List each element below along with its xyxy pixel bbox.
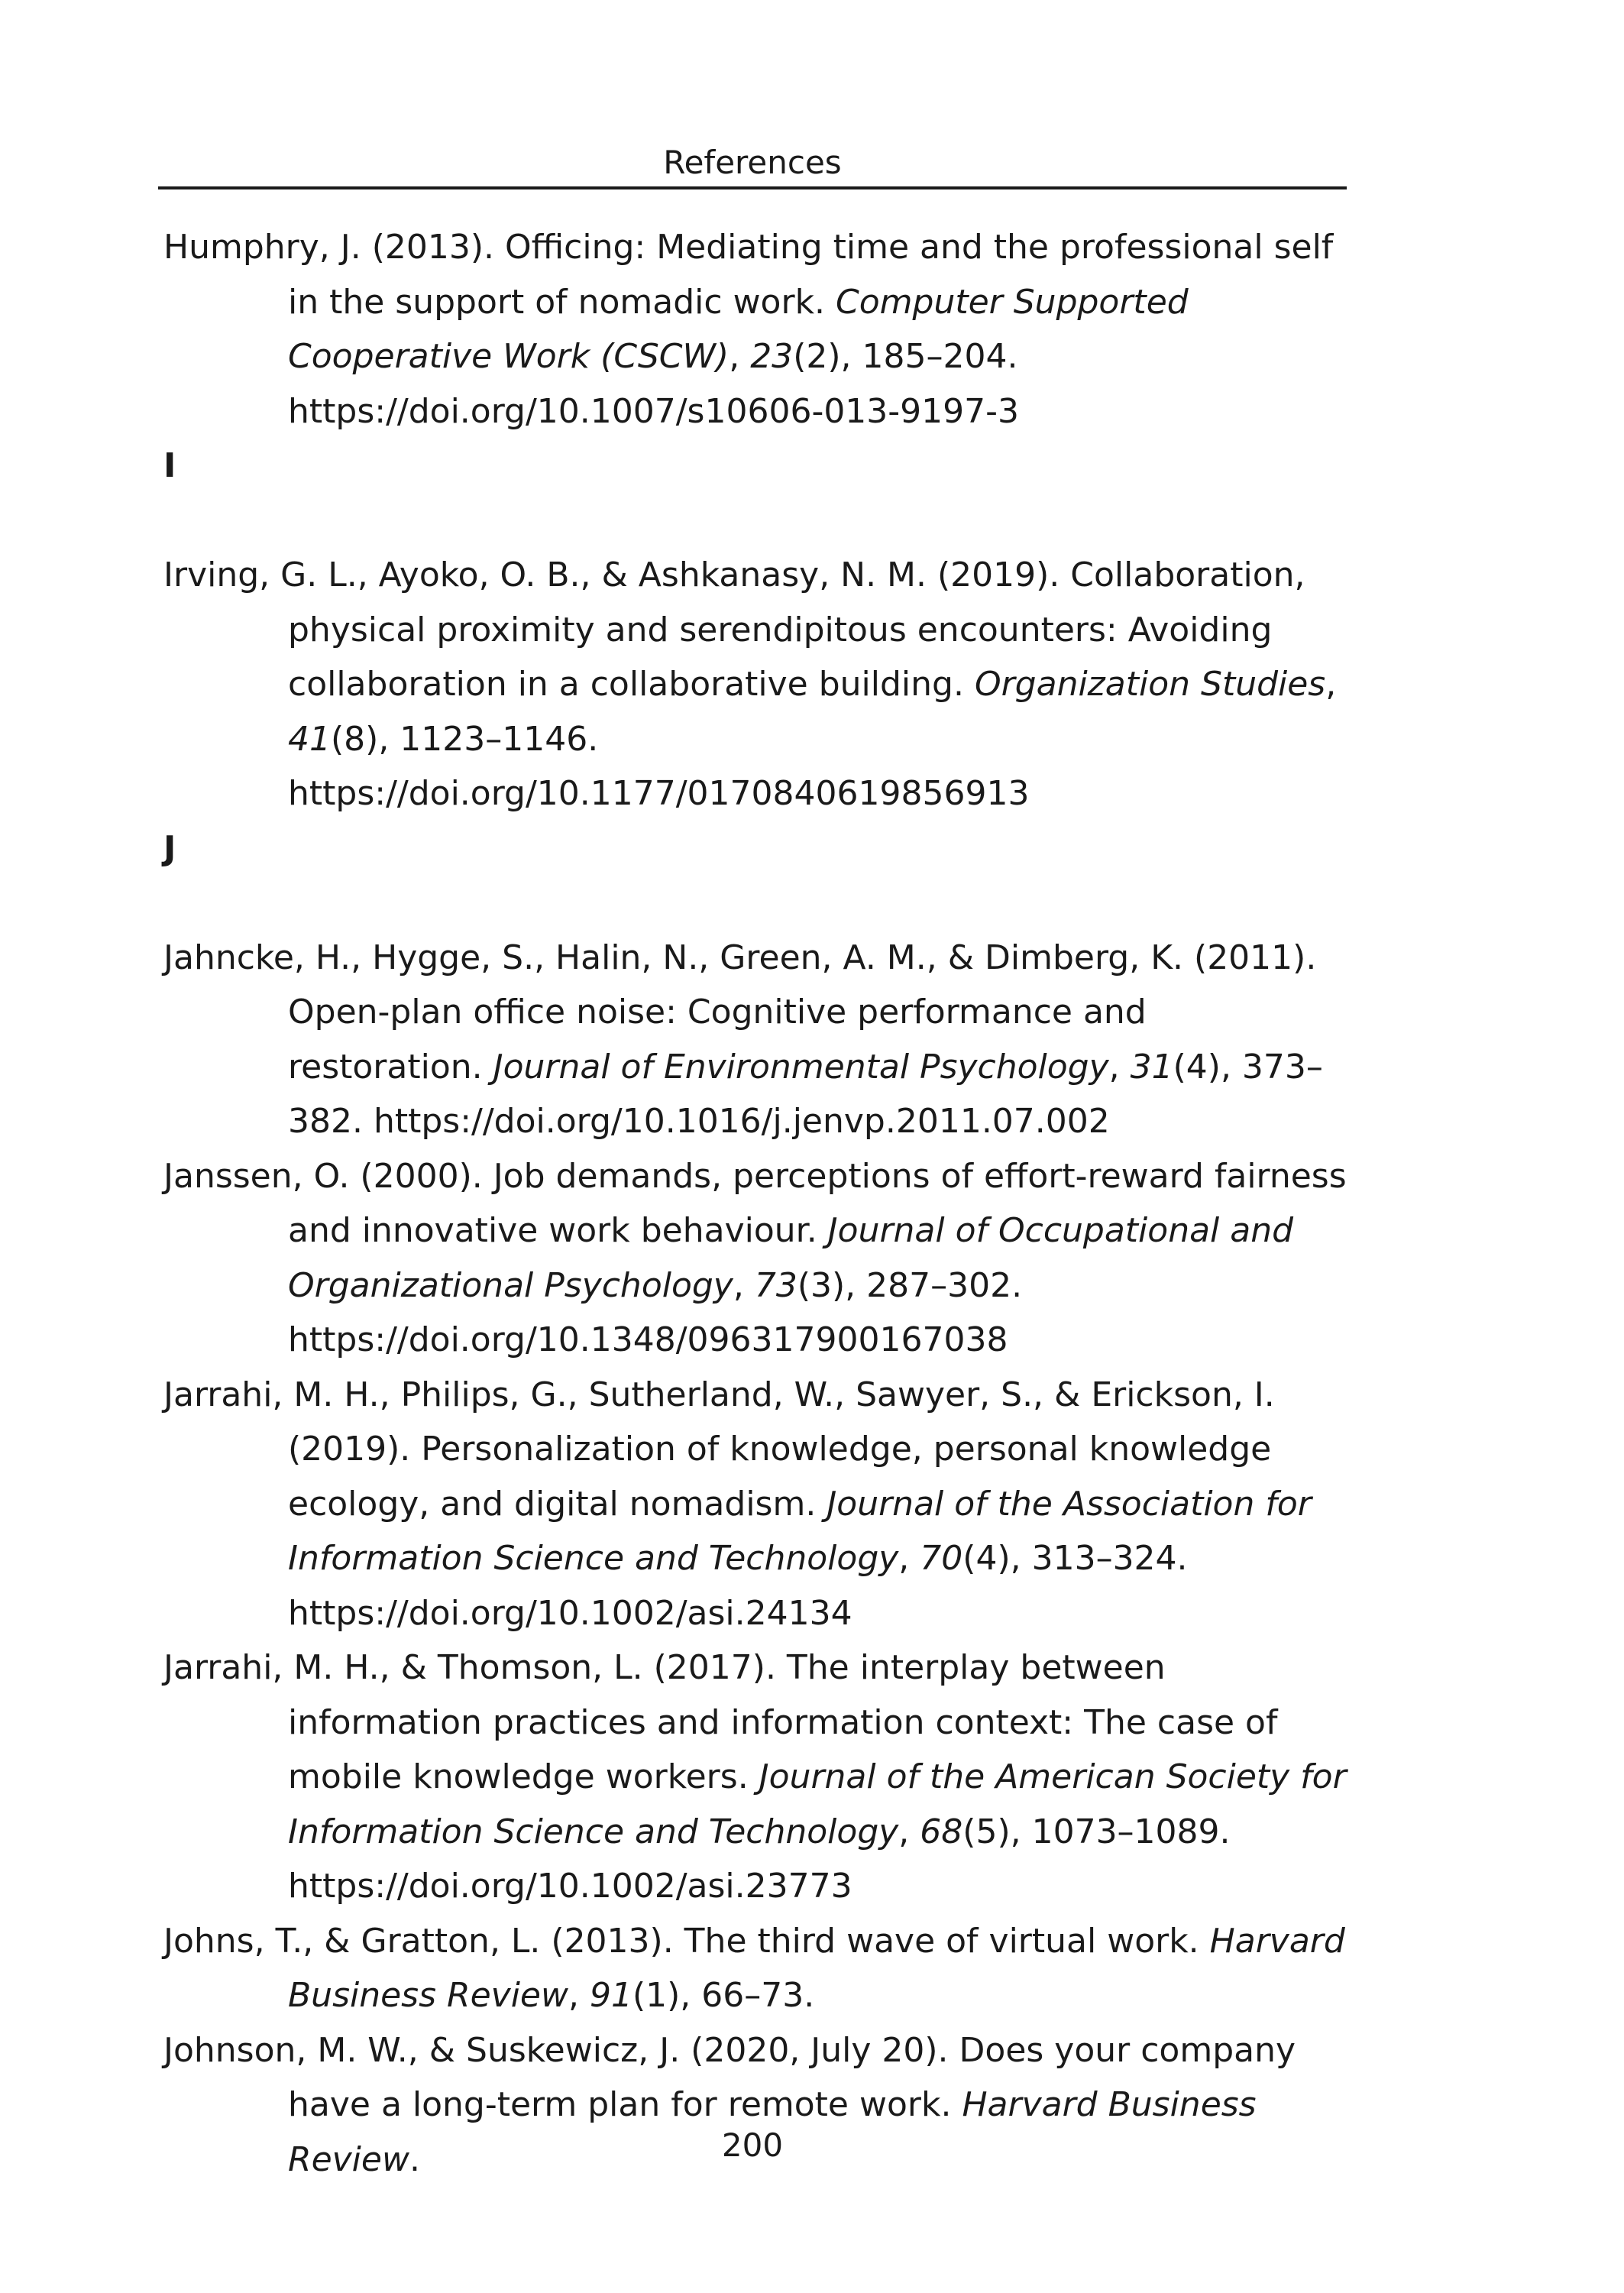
reference-journal: Journal of Occupational and Organizational Psychology (288, 1211, 1294, 1305)
reference-journal: Journal of Environmental Psychology (493, 1047, 1109, 1087)
reference-volume: 41 (288, 719, 331, 759)
reference-volume: 70 (920, 1539, 963, 1578)
reference-details: (5), 1073–1089. https://doi.org/10.1002/asi.23773 (288, 1812, 1231, 1906)
running-header: References (663, 144, 842, 181)
reference-details: (1), 66–73. (632, 1976, 815, 2015)
reference-journal: Journal of the American Society for Information Science and Technology (288, 1757, 1347, 1851)
reference-volume: 91 (589, 1976, 632, 2015)
reference-authors-title: Johns, T., & Gratton, L. (2013). The third wave of virtual work. (163, 1921, 1210, 1961)
reference-authors-title: Jarrahi, M. H., Philips, G., Sutherland, W., Sawyer, S., & Erickson, I. (2019). Personalization of knowledge, personal knowledge ecology, and digital nomadism. (163, 1375, 1275, 1524)
reference-volume: 73 (754, 1265, 797, 1305)
reference-authors-title: Janssen, O. (2000). Job demands, perceptions of effort-reward fairness and innovative work behaviour. (163, 1156, 1347, 1250)
page-number: 200 (721, 2126, 784, 2164)
reference-entry: Jarrahi, M. H., Philips, G., Sutherland, W., Sawyer, S., & Erickson, I. (2019). Personalization of knowledge, personal knowledge ecology, and digital nomadism. Journal of the Association for Information Science and Technology, 70(4), 313–324. https://doi.org/10.1002/asi.24134 (163, 1375, 1312, 1633)
reference-list (163, 220, 1347, 2187)
reference-journal: Harvard Business Review (288, 1921, 1345, 2015)
reference-details: (4), 313–324. https://doi.org/10.1002/asi.24134 (288, 1539, 1188, 1633)
section-letter-j: J (163, 828, 176, 868)
reference-journal: Organization Studies (974, 665, 1326, 704)
reference-details: (4), 373–382. https://doi.org/10.1016/j.jenvp.2011.07.002 (288, 1047, 1323, 1141)
reference-volume: 68 (920, 1812, 963, 1851)
reference-volume: 31 (1130, 1047, 1173, 1087)
reference-journal: Computer Supported Cooperative Work (CSCW) (288, 282, 1189, 376)
reference-details: (8), 1123–1146. https://doi.org/10.1177/0170840619856913 (288, 719, 1030, 813)
reference-authors-title: Jahncke, H., Hygge, S., Halin, N., Green, A. M., & Dimberg, K. (2011). Open-plan office noise: Cognitive performance and restoration. (163, 938, 1317, 1087)
reference-entry: Janssen, O. (2000). Job demands, perceptions of effort-reward fairness and innovative work behaviour. Journal of Occupational and Organizational Psychology, 73(3), 287–302. https://doi.org/10.1348/096317900167038 (163, 1156, 1347, 1359)
reference-entry: Jarrahi, M. H., & Thomson, L. (2017). The interplay between information practices and information context: The case of mobile knowledge workers. Journal of the American Society for Information Science and Technology, 68(5), 1073–1089. https://doi.org/10.1002/asi.23773 (163, 1648, 1347, 1906)
reference-entry: Humphry, J. (2013). Officing: Mediating time and the professional self in the support of nomadic work. Computer Supported Cooperative Work (CSCW), 23(2), 185–204. https://doi.org/10.1007/s10606-013-9197-3 (163, 228, 1334, 431)
reference-volume: 23 (750, 337, 794, 376)
reference-details: . (409, 2139, 420, 2179)
reference-authors-title: Humphry, J. (2013). Officing: Mediating time and the professional self in the support of nomadic work. (163, 228, 1334, 322)
reference-authors-title: Jarrahi, M. H., & Thomson, L. (2017). The interplay between information practices and information context: The case of mobile knowledge workers. (163, 1648, 1278, 1796)
reference-journal: Harvard Business Review (288, 2085, 1257, 2179)
reference-authors-title: Irving, G. L., Ayoko, O. B., & Ashkanasy, N. M. (2019). Collaboration, physical proximity and serendipitous encounters: Avoiding collaboration in a collaborative building. (163, 555, 1305, 704)
section-letter-i: I (163, 446, 176, 485)
reference-journal: Journal of the Association for Information Science and Technology (288, 1484, 1312, 1578)
reference-authors-title: Johnson, M. W., & Suskewicz, J. (2020, July 20). Does your company have a long-term plan for remote work. (163, 2030, 1296, 2124)
header-rule (158, 186, 1347, 189)
reference-details: (2), 185–204. https://doi.org/10.1007/s10606-013-9197-3 (288, 337, 1020, 431)
reference-entry: Irving, G. L., Ayoko, O. B., & Ashkanasy, N. M. (2019). Collaboration, physical proximity and serendipitous encounters: Avoiding collaboration in a collaborative building. Organization Studies, 41(8), 1123–1146. https://doi.org/10.1177/0170840619856913 (163, 555, 1337, 813)
reference-details: (3), 287–302. https://doi.org/10.1348/096317900167038 (288, 1265, 1023, 1359)
reference-entry: Johns, T., & Gratton, L. (2013). The third wave of virtual work. Harvard Business Review, 91(1), 66–73. (163, 1921, 1345, 2015)
reference-entry: Jahncke, H., Hygge, S., Halin, N., Green, A. M., & Dimberg, K. (2011). Open-plan office noise: Cognitive performance and restoration. Journal of Environmental Psychology, 31(4), 373–382. https://doi.org/10.1016/j.jenvp.2011.07.002 (163, 938, 1323, 1141)
